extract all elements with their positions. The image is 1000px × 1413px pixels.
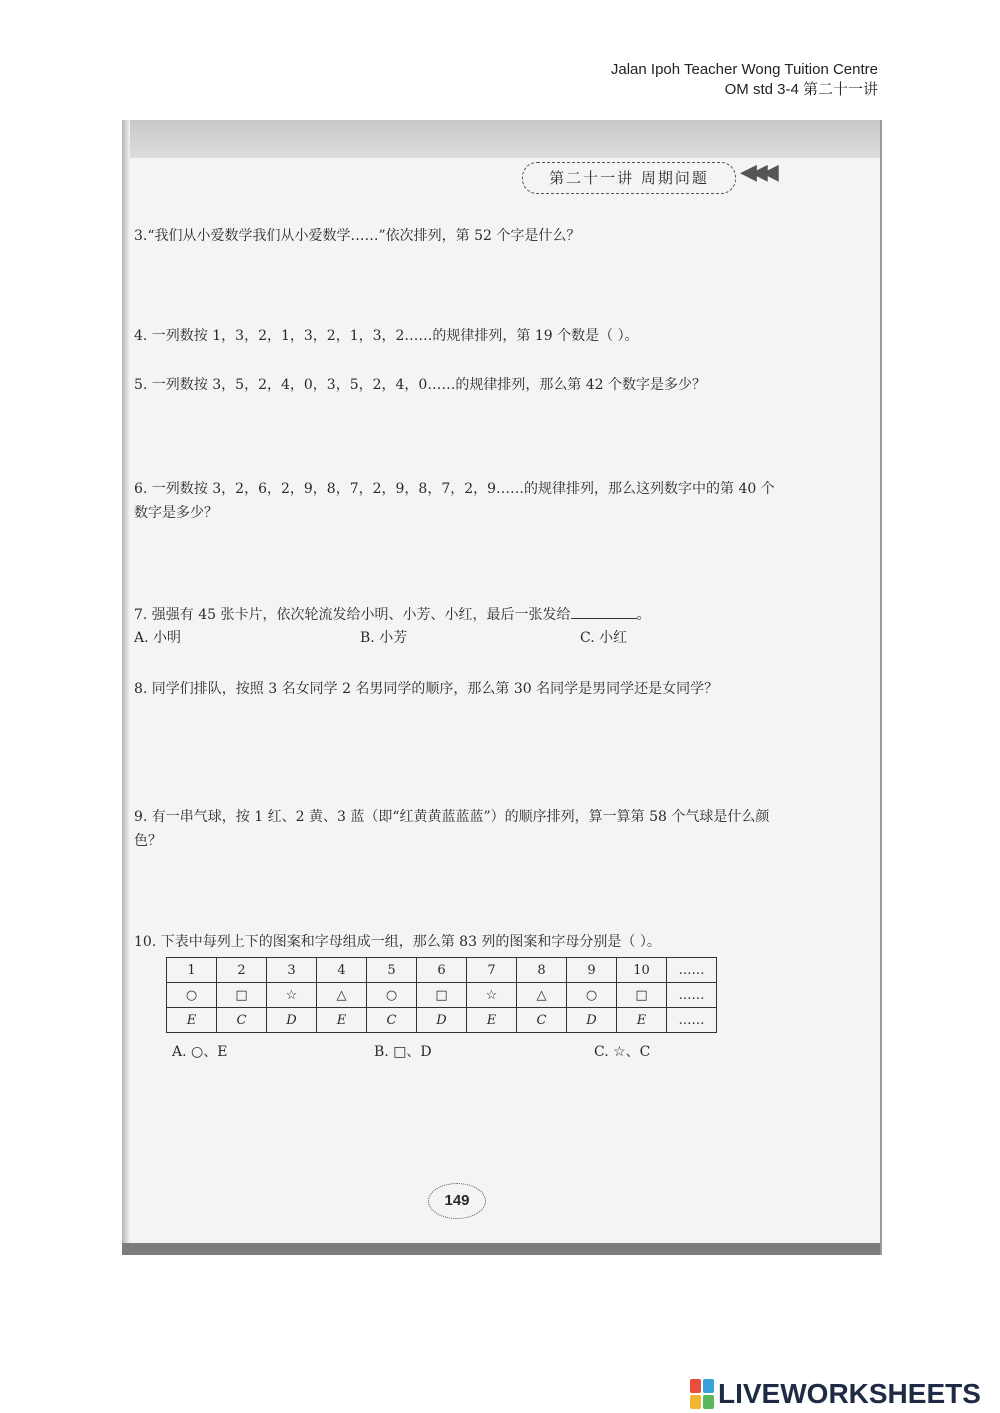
answer-blank[interactable] [571, 604, 637, 619]
table-cell: E [467, 1008, 517, 1033]
table-row-letters [167, 1008, 717, 1033]
table-cell: ☆ [267, 983, 317, 1008]
question-7-end: 。 [636, 607, 651, 623]
table-cell: □ [617, 983, 667, 1008]
table-cell: 4 [317, 958, 367, 983]
table-cell: ○ [167, 983, 217, 1008]
table-cell: C [517, 1008, 567, 1033]
question-8: 8. 同学们排队，按照 3 名女同学 2 名男同学的顺序，那么第 30 名同学是男同学还是女同学？ [134, 681, 719, 697]
table-cell: …… [667, 983, 717, 1008]
table-cell: D [567, 1008, 617, 1033]
table-cell: ☆ [467, 983, 517, 1008]
option-c[interactable]: C. 小红 [580, 630, 628, 646]
header-course-label: OM std 3-4 第二十一讲 [724, 81, 878, 98]
table-cell: 5 [367, 958, 417, 983]
liveworksheets-logo[interactable] [690, 1376, 981, 1412]
table-cell: C [217, 1008, 267, 1033]
table-cell: 6 [417, 958, 467, 983]
option-a[interactable]: A. 小明 [134, 630, 182, 646]
table-cell: E [167, 1008, 217, 1033]
chapter-title: 第二十一讲 周期问题 [522, 162, 736, 194]
table-cell: …… [667, 1008, 717, 1033]
page-number: 149 [428, 1183, 486, 1219]
table-cell: 8 [517, 958, 567, 983]
table-row-shapes [167, 983, 717, 1008]
table-cell: △ [517, 983, 567, 1008]
question-5: 5. 一列数按 3，5，2，4，0，3，5，2，4，0……的规律排列，那么第 42 个数字是多少？ [134, 377, 707, 393]
table-cell: E [617, 1008, 667, 1033]
pattern-table [166, 957, 717, 1033]
scanned-worksheet [122, 120, 882, 1255]
question-7-text: 7. 强强有 45 张卡片，依次轮流发给小明、小芳、小红，最后一张发给 [134, 607, 571, 623]
table-cell: C [367, 1008, 417, 1033]
option-a[interactable]: A. ○、E [172, 1044, 228, 1060]
page-header [611, 60, 878, 100]
table-cell: E [317, 1008, 367, 1033]
header-centre-name: Jalan Ipoh Teacher Wong Tuition Centre [610, 61, 878, 78]
brand-name: LIVEWORKSHEETS [718, 1378, 981, 1409]
table-cell: 1 [167, 958, 217, 983]
question-4: 4. 一列数按 1，3，2，1，3，2，1，3，2……的规律排列，第 19 个数是（ ）。 [134, 328, 639, 344]
question-7 [134, 603, 784, 649]
table-cell: ○ [367, 983, 417, 1008]
table-cell: D [267, 1008, 317, 1033]
table-cell: △ [317, 983, 367, 1008]
question-9: 9. 有一串气球，按 1 红、2 黄、3 蓝（即“红黄黄蓝蓝蓝”）的顺序排列，算一算第 58 个气球是什么颜色？ [134, 809, 770, 849]
table-cell: □ [417, 983, 467, 1008]
table-row-numbers [167, 958, 717, 983]
table-cell: …… [667, 958, 717, 983]
table-cell: 2 [217, 958, 267, 983]
question-6: 6. 一列数按 3，2，6，2，9，8，7，2，9，8，7，2，9……的规律排列，那么这列数字中的第 40 个数字是多少？ [134, 481, 775, 521]
table-cell: 7 [467, 958, 517, 983]
option-b[interactable]: B. 小芳 [360, 630, 408, 646]
table-cell: 10 [617, 958, 667, 983]
question-10-options [172, 1041, 822, 1063]
option-b[interactable]: B. □、D [374, 1044, 432, 1060]
question-3: 3.“我们从小爱数学我们从小爱数学……”依次排列，第 52 个字是什么？ [134, 228, 581, 244]
liveworksheets-mark-icon [690, 1379, 714, 1409]
scan-left-shadow [122, 120, 130, 1255]
question-7-options [134, 627, 784, 649]
scan-bottom-band [122, 1243, 880, 1255]
question-10: 10. 下表中每列上下的图案和字母组成一组，那么第 83 列的图案和字母分别是（ ）。 [134, 934, 661, 950]
table-cell: □ [217, 983, 267, 1008]
chevron-left-icon: ◀◀◀ [740, 160, 773, 185]
option-c[interactable]: C. ☆、C [594, 1044, 651, 1060]
table-cell: D [417, 1008, 467, 1033]
table-cell: 3 [267, 958, 317, 983]
scan-top-band [122, 120, 880, 158]
table-cell: ○ [567, 983, 617, 1008]
table-cell: 9 [567, 958, 617, 983]
